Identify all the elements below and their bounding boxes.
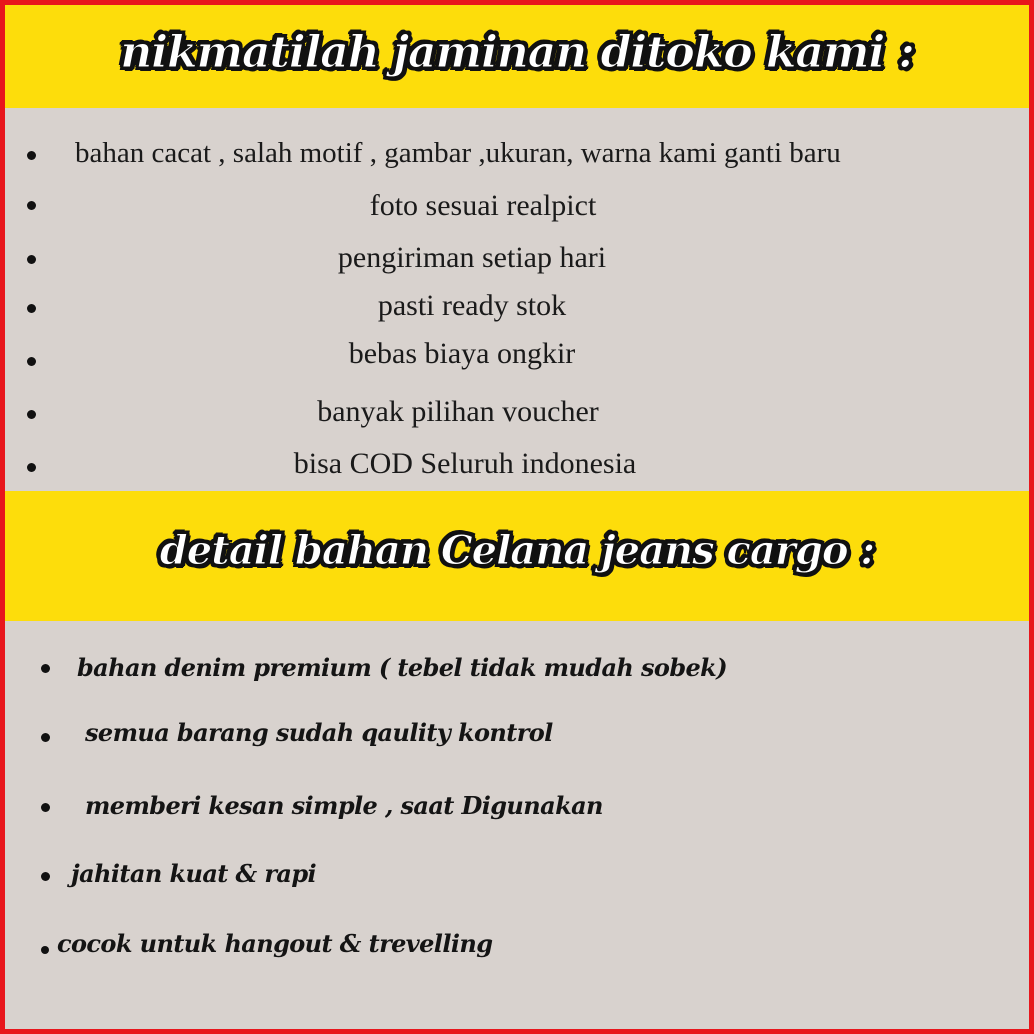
guarantee-item: bahan cacat , salah motif , gambar ,ukuran, warna kami ganti baru (75, 137, 841, 169)
material-item: jahitan kuat & rapi (71, 859, 317, 888)
material-item: memberi kesan simple , saat Digunakan (85, 791, 603, 820)
material-item: cocok untuk hangout & trevelling (57, 929, 493, 958)
material-item: semua barang sudah qaulity kontrol (85, 718, 553, 747)
material-item: bahan denim premium ( tebel tidak mudah sobek) (77, 653, 727, 682)
bullet-icon (41, 664, 50, 673)
bullet-icon (41, 803, 50, 812)
guarantee-heading: nikmatilah jaminan ditoko kami : (120, 27, 914, 78)
material-heading: detail bahan Celana jeans cargo : (159, 527, 875, 574)
guarantee-item: bisa COD Seluruh indonesia (293, 447, 637, 480)
guarantee-item: pengiriman setiap hari (337, 241, 607, 274)
bullet-icon (41, 872, 50, 881)
bullet-icon (41, 733, 50, 742)
guarantee-item: pasti ready stok (377, 289, 567, 322)
bullet-icon (41, 946, 49, 954)
bullet-icon (27, 151, 36, 160)
guarantee-item: bebas biaya ongkir (348, 337, 576, 370)
guarantee-item: foto sesuai realpict (369, 189, 597, 222)
guarantee-item: banyak pilihan voucher (317, 395, 599, 428)
